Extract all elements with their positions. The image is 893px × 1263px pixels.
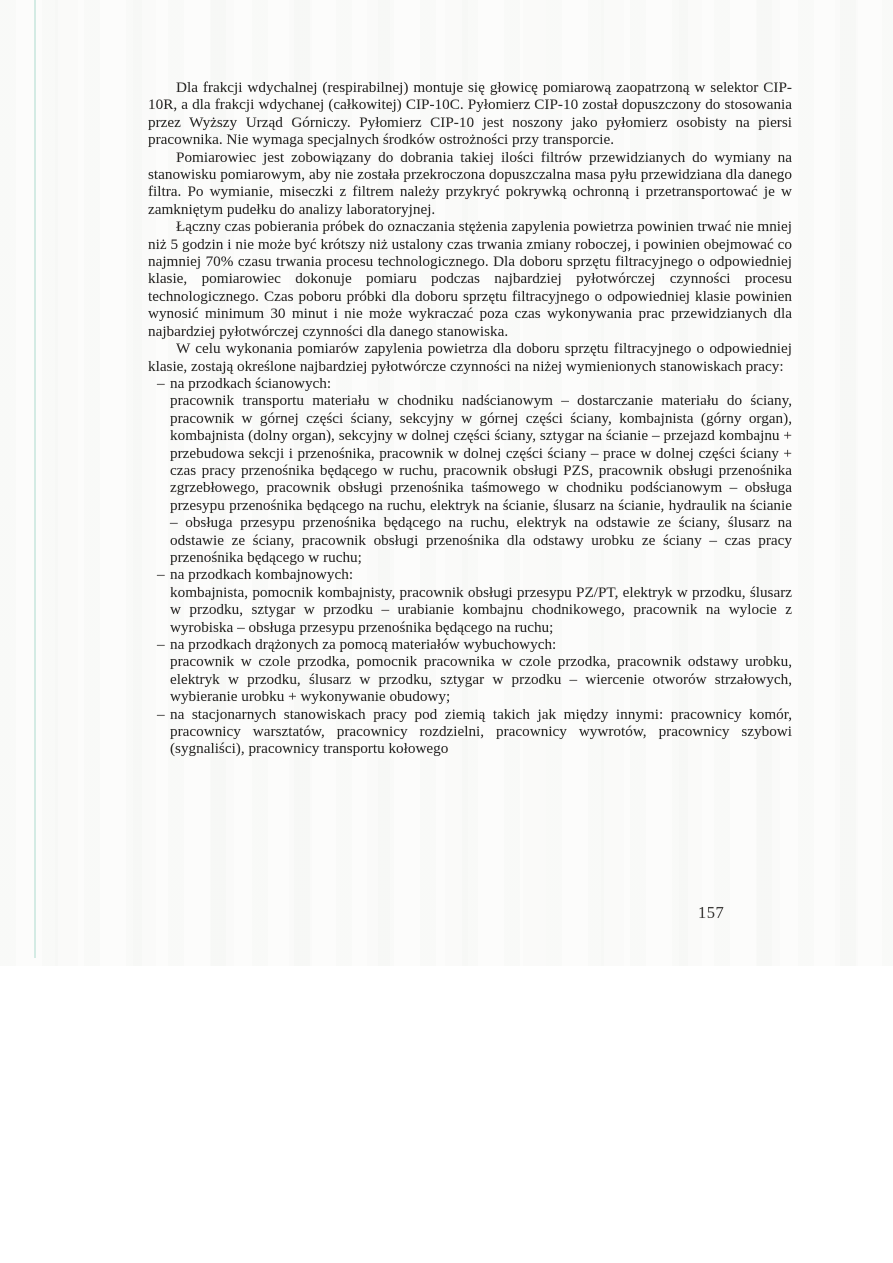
dash-marker: – [157,566,165,584]
dash-marker: – [157,374,165,392]
list-item-heading [157,374,792,392]
dash-marker: – [157,705,165,723]
dash-marker: – [157,636,165,653]
paragraph-workstations-intro: W celu wykonania pomiarów zapylenia powietrza dla doboru sprzętu filtracyjnego o odpowiedniej klasie, zostają określone najbardziej pyłotwórcze czynności na niżej wymienionych stanowiskach pracy: [148,340,792,375]
page-number: 157 [698,903,725,922]
list-item-heading [157,636,792,653]
list-item-stationary-workplaces [157,705,792,758]
list-item-body [157,705,792,758]
paragraph-sampling-time: Łączny czas pobierania próbek do oznaczania stężenia zapylenia powietrza powinien trwać nie mniej niż 5 godzin i nie może być krótszy niż ustalony czas trwania zmiany roboczej, i powinien obejmować co najmniej 70% czasu trwania procesu technologicznego. Dla doboru sprzętu filtracyjnego o odpowiedniej klasie, pomiarowiec dokonuje pomiaru podczas najbardziej pyłotwórczej czynności procesu technologicznego. Czas poboru próbki dla doboru sprzętu filtracyjnego o odpowiedniej klasie powinien wynosić minimum 30 minut i nie może wykraczać poza czas wykonywania prac przewidzianych dla najbardziej pyłotwórczej czynności dla danego stanowiska. [148,218,792,340]
list-item-label: na przodkach kombajnowych: [170,566,354,584]
list-item-heading [157,566,792,584]
list-item-shearer-headings [157,566,792,636]
list-item-text: na stacjonarnych stanowiskach pracy pod ziemią takich jak między innymi: pracownicy komór, pracownicy warsztatów, pracownicy rozdzielni, pracownicy wywrotów, pracownicy szybowi (sygnaliści), pracownicy transportu kołowego [170,705,792,758]
page-fold-line [34,0,36,958]
list-item-wall-faces [157,374,792,566]
paragraph-cip10-fractions: Dla frakcji wdychalnej (respirabilnej) montuje się głowicę pomiarową zaopatrzoną w selektor CIP-10R, a dla frakcji wdychanej (całkowitej) CIP-10C. Pyłomierz CIP-10 został dopuszczony do stosowania przez Wyższy Urząd Górniczy. Pyłomierz CIP-10 jest noszony jako pyłomierz osobisty na piersi pracownika. Nie wymaga specjalnych środków ostrożności przy transporcie. [148,79,792,149]
list-item-label: na przodkach drążonych za pomocą materiałów wybuchowych: [170,636,557,653]
list-item-body: pracownik w czole przodka, pomocnik pracownika w czole przodka, pracownik odstawy urobku, elektryk w przodku, ślusarz w przodku, sztygar w przodku – wiercenie otworów strzałowych, wybieranie urobku + wykonywanie obudowy; [170,653,792,706]
workstations-list [157,374,792,758]
paragraph-filter-replacement: Pomiarowiec jest zobowiązany do dobrania takiej ilości filtrów przewidzianych do wymiany na stanowisku pomiarowym, aby nie została przekroczona dopuszczalna masa pyłu przewidziana dla danego filtra. Po wymianie, miseczki z filtrem należy przykryć pokrywką ochronną i przetransportować je w zamkniętym pudełku do analizy laboratoryjnej. [148,148,792,218]
list-item-body: kombajnista, pomocnik kombajnisty, pracownik obsługi przesypu PZ/PT, elektryk w przodku, ślusarz w przodku, sztygar w przodku – urabianie kombajnu chodnikowego, pracownik na wylocie z wyrobiska – obsługa przesypu przenośnika będącego na ruchu; [170,583,792,636]
list-item-body: pracownik transportu materiału w chodniku nadścianowym – dostarczanie materiału do ściany, pracownik w górnej części ściany, sekcyjny w górnej części ściany, kombajnista (górny organ), kombajnista (dolny organ), sekcyjny w dolnej części ściany, sztygar na ścianie – przejazd kombajnu + przebudowa sekcji i przenośnika, pracownik w dolnej części ściany – prace w dolnej części ściany + czas pracy przenośnika będącego w ruchu, pracownik obsługi PZS, pracownik obsługi przenośnika zgrzebłowego, pracownik obsługi przenośnika taśmowego w chodniku podścianowym – obsługa przesypu przenośnika będącego na ruchu, elektryk na ścianie, ślusarz na ścianie, hydraulik na ścianie – obsługa przesypu przenośnika będącego na ruchu, elektryk na odstawie ze ściany, ślusarz na odstawie ze ściany, pracownik obsługi przenośnika dla odstawy urobku ze ściany – czas pracy przenośnika będącego w ruchu; [170,392,792,566]
list-item-label: na przodkach ścianowych: [170,374,332,392]
page-text-block [148,79,792,758]
list-item-blasting-headings [157,636,792,706]
